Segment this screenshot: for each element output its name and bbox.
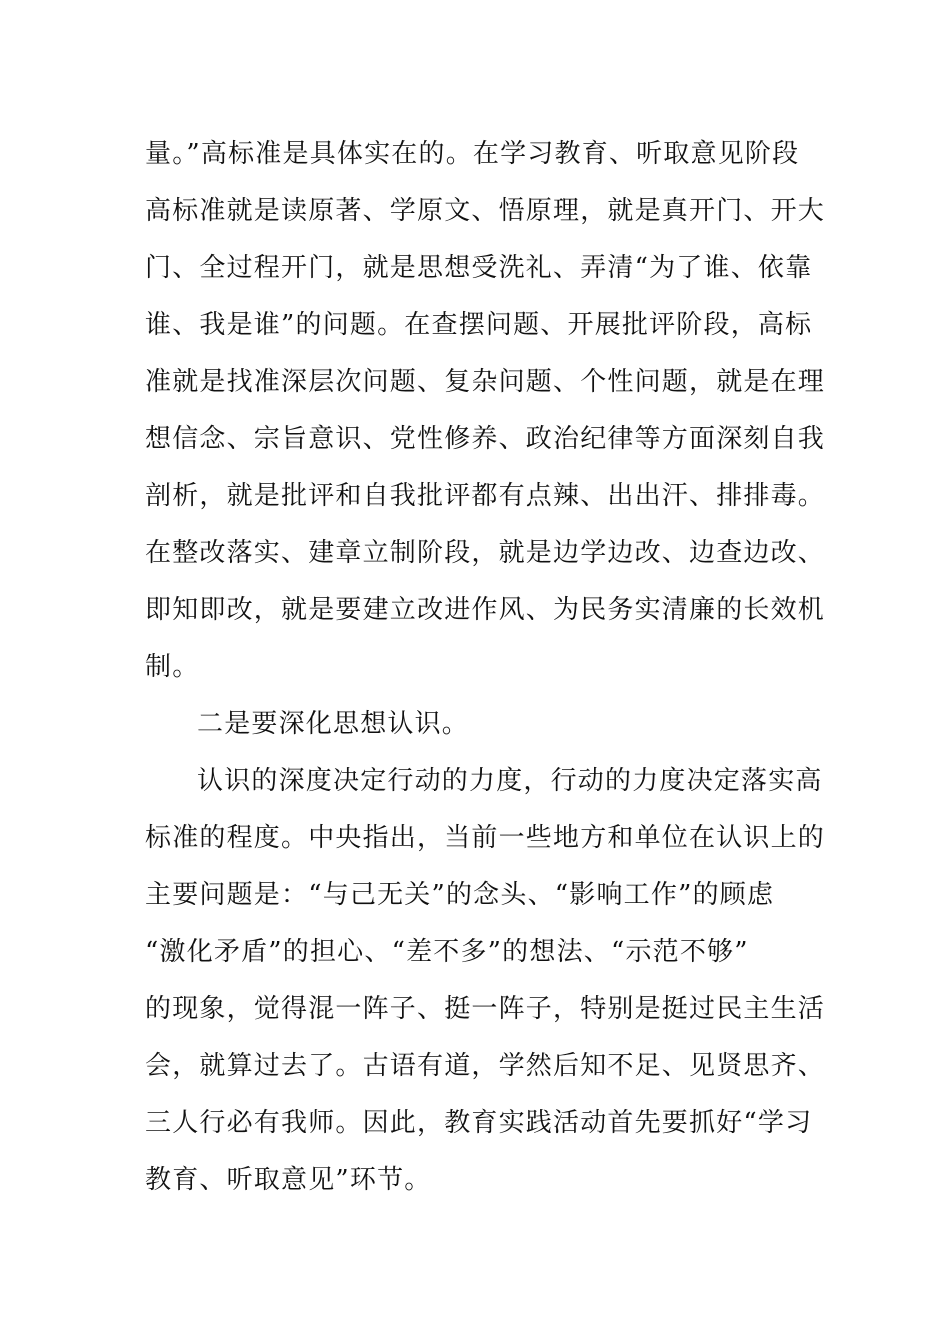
text-line: 标准的程度。中央指出，当前一些地方和单位在认识上的 [145, 823, 826, 853]
text-line: 在整改落实、建章立制阶段，就是边学边改、边查边改、 [145, 538, 826, 568]
text-line: 教育、听取意见”环节。 [145, 1165, 432, 1195]
text-line: 三人行必有我师。因此，教育实践活动首先要抓好“学习 [145, 1108, 813, 1138]
text-line: 主要问题是：“与己无关”的念头、“影响工作”的顾虑 [145, 880, 775, 910]
text-line: 谁、我是谁”的问题。在查摆问题、开展批评阶段，高标 [145, 310, 813, 340]
text-line: 认识的深度决定行动的力度，行动的力度决定落实高 [197, 766, 823, 796]
text-line: 想信念、宗旨意识、党性修养、政治纪律等方面深刻自我 [145, 424, 826, 454]
text-line: 量。”高标准是具体实在的。在学习教育、听取意见阶段 [145, 139, 800, 169]
text-line: 会，就算过去了。古语有道，学然后知不足、见贤思齐、 [145, 1051, 826, 1081]
text-line: 即知即改，就是要建立改进作风、为民务实清廉的长效机 [145, 595, 826, 625]
text-line: 制。 [145, 652, 200, 682]
text-line: “激化矛盾”的担心、“差不多”的想法、“示范不够” [145, 937, 749, 967]
section-heading: 二是要深化思想认识。 [197, 709, 470, 739]
text-line: 剖析，就是批评和自我批评都有点辣、出出汗、排排毒。 [145, 481, 826, 511]
text-line: 高标准就是读原著、学原文、悟原理，就是真开门、开大 [145, 196, 826, 226]
text-line: 的现象，觉得混一阵子、挺一阵子，特别是挺过民主生活 [145, 994, 826, 1024]
text-line: 门、全过程开门，就是思想受洗礼、弄清“为了谁、依靠 [145, 253, 813, 283]
text-line: 准就是找准深层次问题、复杂问题、个性问题，就是在理 [145, 367, 826, 397]
